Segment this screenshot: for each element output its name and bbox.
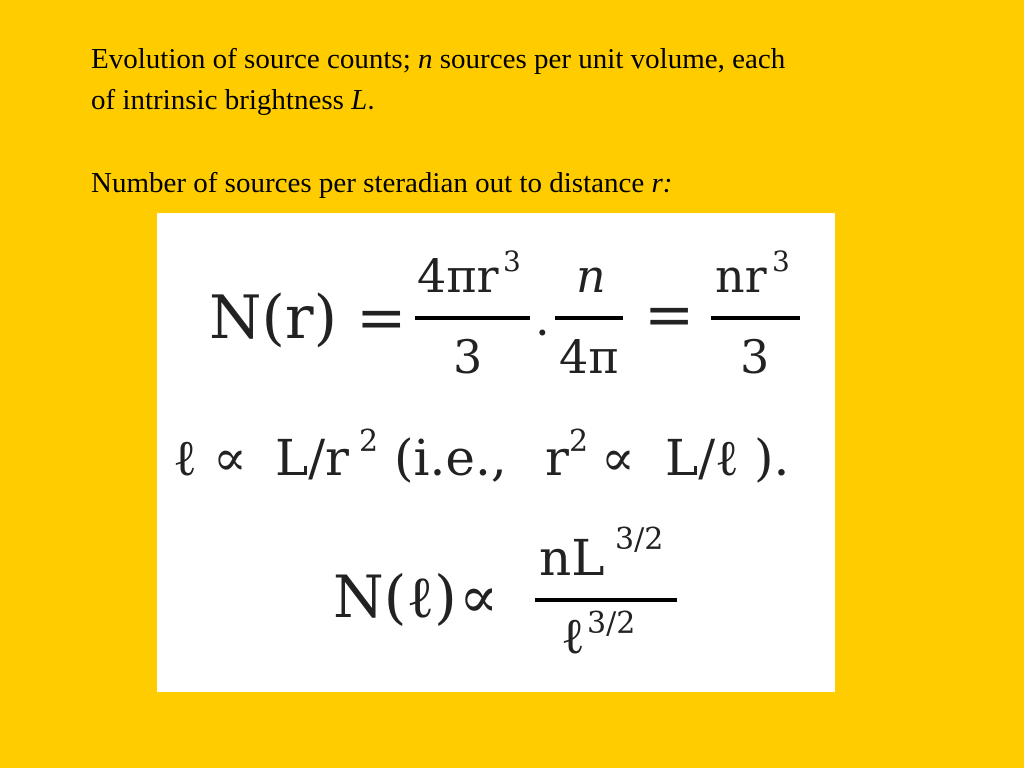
equation-flux-relation: [173, 424, 789, 487]
eq3-fraction-bar: [535, 598, 677, 602]
eq1-frac3-numerator: nr: [715, 249, 767, 303]
intro-text-b: sources per unit volume, each: [432, 43, 786, 75]
eq1-dot: .: [535, 292, 550, 346]
intro-var-L: L: [351, 84, 368, 116]
eq1-frac3-bar: [711, 316, 800, 320]
eq2-L-over-r: L/r: [275, 429, 349, 487]
eq2-exponent: 2: [359, 424, 379, 459]
equation-source-counts: [333, 522, 677, 665]
eq1-equals: =: [644, 280, 695, 350]
eq3-numerator-exponent: 3/2: [615, 522, 664, 557]
eq2-propto-2: ∝: [601, 429, 635, 487]
eq2-propto: ∝: [213, 429, 247, 487]
equation-number-counts: [209, 245, 800, 384]
eq2-exponent-2: 2: [569, 424, 589, 459]
subheading: [91, 163, 672, 203]
eq1-frac3-exponent: 3: [772, 245, 790, 278]
eq1-frac1-numerator: 4πr: [417, 249, 499, 303]
eq1-frac1-denominator: 3: [453, 330, 483, 384]
intro-text-c: of intrinsic brightness: [91, 84, 352, 116]
subheading-text: Number of sources per steradian out to distance: [91, 167, 652, 199]
intro-var-n: n: [418, 43, 433, 75]
eq3-denominator-exponent: 3/2: [587, 606, 636, 641]
eq3-numerator: nL: [539, 529, 605, 587]
intro-text-d: .: [367, 84, 375, 116]
eq1-frac2-bar: [555, 316, 623, 320]
eq1-frac1-exponent: 3: [503, 245, 521, 278]
eq1-frac2-denominator: 4π: [559, 330, 619, 384]
eq3-lhs: N(ℓ): [333, 563, 457, 631]
eq3-denominator: ℓ: [561, 607, 585, 665]
eq2-paren-close: ).: [754, 429, 790, 487]
eq1-frac2-numerator: n: [576, 249, 606, 303]
subheading-var-r: r:: [651, 167, 673, 199]
eq1-frac1-bar: [415, 316, 530, 320]
eq2-L-over-ell: L/ℓ: [665, 429, 739, 487]
intro-line-2: [91, 80, 375, 120]
eq1-lhs: N(r) =: [209, 283, 407, 353]
equations-svg: [157, 213, 835, 692]
intro-text-a: Evolution of source counts;: [91, 43, 419, 75]
equation-panel: [157, 213, 835, 692]
eq3-propto: ∝: [459, 563, 499, 631]
intro-line-1: [91, 39, 785, 79]
eq2-r: r: [545, 429, 569, 487]
eq2-ell: ℓ: [173, 429, 197, 487]
eq1-frac3-denominator: 3: [740, 330, 770, 384]
eq2-paren-open: (i.e.,: [394, 429, 507, 487]
